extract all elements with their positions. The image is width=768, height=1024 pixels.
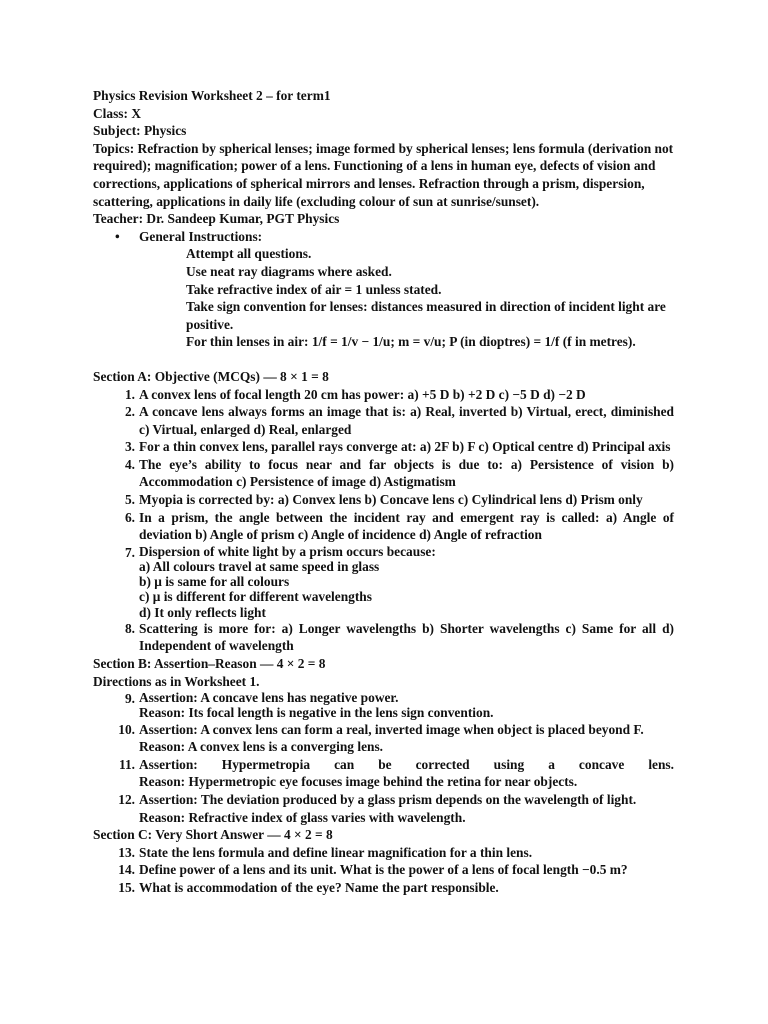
general-instructions-heading — [115, 228, 674, 246]
question-item — [93, 403, 674, 438]
question-item — [93, 844, 674, 862]
question-item — [93, 544, 674, 620]
question-number: 7. — [124, 544, 135, 560]
answer-option: a) All colours travel at same speed in glass — [139, 559, 380, 575]
question-number: 2. — [124, 404, 135, 420]
instructions-list — [186, 245, 674, 351]
section-a-heading: Section A: Objective (MCQs) — 8 × 1 = 8 — [93, 368, 329, 384]
instruction-item: Take refractive index of air = 1 unless stated. — [186, 281, 442, 297]
section-b-questions — [93, 690, 674, 826]
question-text — [139, 721, 674, 756]
question-number: 9. — [124, 691, 135, 707]
assertion-text: Assertion: A concave lens has negative power. — [139, 690, 399, 706]
question-text: In a prism, the angle between the incident ray and emergent ray is called: a) Angle of deviation b) Angle of prism c) Angle of incidence d) Angle of refraction — [139, 509, 674, 543]
class-line: Class: X — [93, 105, 141, 121]
question-item — [93, 491, 674, 509]
question-number: 11. — [119, 756, 135, 772]
bullet-icon: • — [115, 228, 120, 244]
question-text — [139, 791, 674, 826]
subject-line: Subject: Physics — [93, 123, 187, 139]
section-c-heading: Section C: Very Short Answer — 4 × 2 = 8 — [93, 827, 333, 843]
instruction-item: Use neat ray diagrams where asked. — [186, 263, 392, 279]
question-text: State the lens formula and define linear magnification for a thin lens. — [139, 844, 533, 860]
question-text — [139, 544, 674, 620]
section-a-questions — [93, 386, 674, 656]
question-number: 1. — [124, 386, 135, 402]
question-text: Define power of a lens and its unit. What is the power of a lens of focal length −0.5 m? — [139, 862, 628, 878]
instruction-item: Attempt all questions. — [186, 246, 312, 262]
answer-option: d) It only reflects light — [139, 604, 266, 620]
question-text: The eye’s ability to focus near and far objects is due to: a) Persistence of vision b) Accommodation c) Persistence of image d) Astigmatism — [139, 456, 674, 490]
instruction-item: For thin lenses in air: 1/f = 1/v − 1/u; m = v/u; P (in dioptres) = 1/f (f in metres). — [186, 334, 636, 350]
assertion-text: Assertion: The deviation produced by a glass prism depends on the wavelength of light. — [139, 792, 637, 808]
question-text — [139, 756, 674, 791]
question-item — [93, 456, 674, 491]
section-b-heading: Section B: Assertion–Reason — 4 × 2 = 8 — [93, 656, 326, 672]
question-text: What is accommodation of the eye? Name the part responsible. — [139, 879, 499, 895]
question-text: Scattering is more for: a) Longer wavelengths b) Shorter wavelengths c) Same for all d) Independent of wavelength — [139, 620, 674, 654]
question-item — [93, 690, 674, 720]
reason-text: Reason: Refractive index of glass varies with wavelength. — [139, 809, 466, 825]
question-item — [93, 509, 674, 544]
question-number: 15. — [118, 879, 135, 895]
reason-text: Reason: Its focal length is negative in the lens sign convention. — [139, 705, 494, 721]
question-number: 12. — [118, 792, 135, 808]
question-text: Myopia is corrected by: a) Convex lens b) Concave lens c) Cylindrical lens d) Prism only — [139, 492, 643, 508]
question-text: A convex lens of focal length 20 cm has power: a) +5 D b) +2 D c) −5 D d) −2 D — [139, 386, 586, 402]
question-item — [93, 721, 674, 756]
instructions-heading-text: General Instructions: — [139, 228, 263, 244]
teacher-line: Teacher: Dr. Sandeep Kumar, PGT Physics — [93, 211, 340, 227]
question-item — [93, 620, 674, 655]
question-text: For a thin convex lens, parallel rays converge at: a) 2F b) F c) Optical centre d) Principal axis — [139, 439, 671, 455]
reason-text: Reason: Hypermetropic eye focuses image behind the retina for near objects. — [139, 774, 578, 790]
topics-paragraph: Topics: Refraction by spherical lenses; image formed by spherical lenses; lens formula (derivation not required); magnification; power of a lens. Functioning of a lens in human eye, defects of vision and corrections, applications of spherical mirrors and lenses. Refraction through a prism, dispersion, scattering, applications in daily life (excluding colour of sun at sunrise/sunset). — [93, 140, 674, 209]
question-text — [139, 690, 674, 720]
question-number: 10. — [118, 721, 135, 737]
spacer — [93, 351, 674, 368]
question-item — [93, 791, 674, 826]
instruction-item: Take sign convention for lenses: distances measured in direction of incident light are positive. — [186, 299, 666, 332]
question-number: 14. — [118, 862, 135, 878]
assertion-text: Assertion: Hypermetropia can be corrected using a concave lens. — [139, 756, 674, 772]
question-number: 8. — [124, 620, 135, 636]
answer-option: b) μ is same for all colours — [139, 574, 290, 590]
question-item — [93, 879, 674, 897]
question-text: A concave lens always forms an image that is: a) Real, inverted b) Virtual, erect, diminished c) Virtual, enlarged d) Real, enlarged — [139, 404, 674, 437]
section-b-directions: Directions as in Worksheet 1. — [93, 673, 260, 689]
assertion-text: Assertion: A convex lens can form a real, inverted image when object is placed beyond F. — [139, 721, 644, 737]
question-number: 13. — [118, 844, 135, 860]
question-number: 6. — [124, 509, 135, 525]
section-c-questions — [93, 844, 674, 897]
question-number: 4. — [124, 456, 135, 472]
question-item — [93, 386, 674, 404]
question-item — [93, 861, 674, 879]
question-item — [93, 756, 674, 791]
question-number: 3. — [124, 439, 135, 455]
question-stem: Dispersion of white light by a prism occurs because: — [139, 543, 436, 559]
worksheet-content — [93, 87, 674, 897]
answer-option: c) μ is different for different wavelengths — [139, 589, 372, 605]
reason-text: Reason: A convex lens is a converging lens. — [139, 739, 384, 755]
question-number: 5. — [124, 492, 135, 508]
question-item — [93, 438, 674, 456]
worksheet-title: Physics Revision Worksheet 2 – for term1 — [93, 88, 331, 103]
